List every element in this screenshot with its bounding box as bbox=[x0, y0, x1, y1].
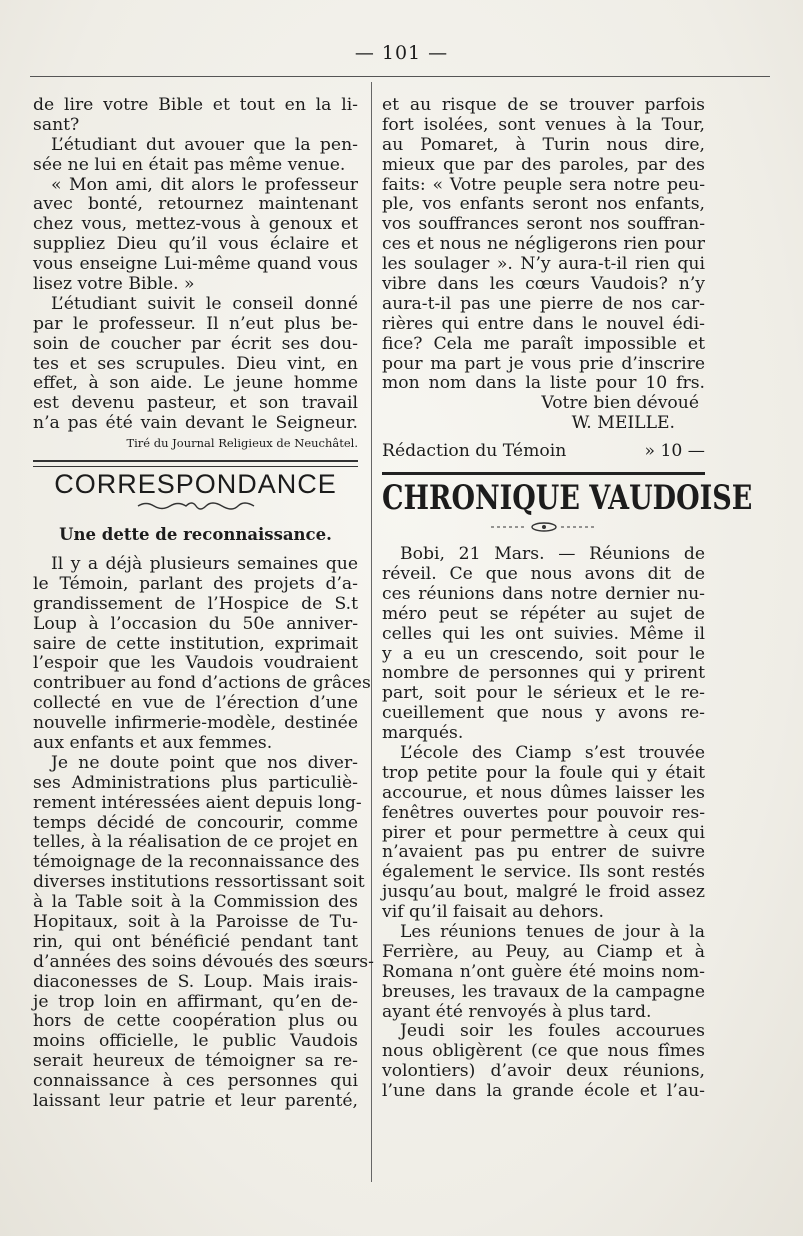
text-line: Hopitaux, soit à la Paroisse de Tu- bbox=[33, 911, 358, 932]
text-line: Bobi, 21 Mars. — Réunions de bbox=[400, 544, 705, 565]
text-line: L’étudiant dut avouer que la pen- bbox=[51, 134, 358, 155]
redaction-label: Rédaction du Témoin bbox=[382, 441, 567, 462]
text-line: et au risque de se trouver parfois bbox=[382, 95, 705, 115]
section-title: CORRESPONDANCE bbox=[54, 469, 337, 500]
text-line: grandissement de l’Hospice de S.t bbox=[33, 593, 358, 614]
text-line: de lire votre Bible et tout en la li- bbox=[33, 95, 358, 115]
text-line: aura-t-il pas une pierre de nos car- bbox=[382, 293, 705, 314]
text-line: rement intéressées aient depuis long- bbox=[33, 792, 362, 813]
text-line: ces et nous ne négligerons rien pour bbox=[382, 234, 705, 255]
article-title: Une dette de reconnaissance. bbox=[59, 525, 332, 545]
text-line: méro peut se répéter au sujet de bbox=[382, 603, 705, 624]
text-line: les soulager ». N’y aura-t-il rien qui bbox=[382, 254, 705, 275]
text-line: fenêtres ouvertes pour pouvoir res- bbox=[382, 802, 705, 823]
text-line: hors de cette coopération plus ou bbox=[33, 1011, 358, 1032]
text-line: diaconesses de S. Loup. Mais irais- bbox=[33, 971, 358, 992]
text-line: laissant leur patrie et leur parenté, bbox=[33, 1091, 358, 1111]
text-line: Jeudi soir les foules accourues bbox=[400, 1021, 705, 1042]
text-line: vos souffrances seront nos souffran- bbox=[382, 214, 705, 235]
text-line: vous enseigne Lui-même quand vous bbox=[33, 254, 358, 275]
section-title: CHRONIQUE VAUDOISE bbox=[382, 479, 753, 518]
text-line: Il y a déjà plusieurs semaines que bbox=[51, 553, 358, 574]
text-line: L’école des Ciamp s’est trouvée bbox=[400, 742, 705, 763]
text-line: soin de coucher par écrit ses dou- bbox=[33, 333, 358, 354]
text-line: à la Table soit à la Commission des bbox=[33, 892, 358, 913]
text-line: d’années des soins dévoués des sœurs- bbox=[33, 951, 374, 972]
text-line: avec bonté, retournez maintenant bbox=[33, 194, 358, 215]
paragraph bbox=[382, 96, 705, 394]
text-line: celles qui les ont suivies. Même il bbox=[382, 623, 705, 644]
paragraph bbox=[33, 136, 358, 176]
text-line: vif qu’il faisait au dehors. bbox=[382, 902, 604, 923]
text-line: au Pomaret, à Turin nous dire, bbox=[382, 134, 705, 155]
text-line: pour ma part je vous prie d’inscrire bbox=[382, 353, 705, 374]
text-line: « Mon ami, dit alors le professeur bbox=[51, 174, 358, 195]
text-line: chez vous, mettez-vous à genoux et bbox=[33, 214, 358, 235]
text-line: volontiers) d’avoir deux réunions, bbox=[382, 1061, 705, 1082]
text-line: mon nom dans la liste pour 10 frs. bbox=[382, 373, 705, 394]
text-line: ces réunions dans notre dernier nu- bbox=[382, 583, 705, 604]
text-line: breuses, les travaux de la campagne bbox=[382, 981, 705, 1002]
text-line: nous obligèrent (ce que nous fîmes bbox=[382, 1041, 705, 1062]
text-line: nouvelle infirmerie-modèle, destinée bbox=[33, 713, 358, 734]
text-line: n’avaient pas pu entrer de suivre bbox=[382, 842, 705, 863]
text-line: est devenu pasteur, et son travail bbox=[33, 393, 358, 414]
text-line: suppliez Dieu qu’il vous éclaire et bbox=[33, 234, 358, 255]
text-line: contribuer au fond d’actions de grâces bbox=[33, 673, 371, 694]
text-line: trop petite pour la foule qui y était bbox=[382, 762, 705, 783]
text-line: le Témoin, parlant des projets d’a- bbox=[33, 573, 358, 594]
text-line: cueillement que nous y avons re- bbox=[382, 703, 705, 724]
paragraph bbox=[33, 553, 371, 754]
text-line: réveil. Ce que nous avons dit de bbox=[382, 563, 705, 584]
section-rule bbox=[382, 472, 705, 475]
text-line: Les réunions tenues de jour à la bbox=[400, 921, 705, 942]
text-line: connaissance à ces personnes qui bbox=[33, 1071, 358, 1092]
text-line: je trop loin en affirmant, qu’en de- bbox=[33, 991, 358, 1012]
paragraph bbox=[382, 1022, 705, 1102]
text-line: telles, à la réalisation de ce projet en bbox=[33, 832, 358, 853]
text-line: effet, à son aide. Le jeune homme bbox=[33, 373, 358, 394]
text-line: accourue, et nous dûmes laisser les bbox=[382, 782, 705, 803]
column-divider bbox=[371, 82, 372, 1182]
text-line: Romana n’ont guère été moins nom- bbox=[382, 961, 705, 982]
text-line: n’a pas été vain devant le Seigneur. bbox=[33, 413, 358, 434]
flourish-ornament bbox=[33, 499, 358, 515]
text-line: y a eu un crescendo, soit pour le bbox=[382, 643, 705, 664]
text-line: ses Administrations plus particuliè- bbox=[33, 772, 358, 793]
text-line: rin, qui ont bénéficié pendant tant bbox=[33, 931, 358, 952]
text-line: sée ne lui en était pas même venue. bbox=[33, 154, 346, 175]
text-line: fort isolées, sont venues à la Tour, bbox=[382, 114, 705, 135]
header-rule bbox=[30, 76, 770, 77]
redaction-line bbox=[382, 440, 705, 462]
paragraph bbox=[33, 96, 358, 136]
paragraph bbox=[382, 744, 705, 923]
text-line: Ferrière, au Peuy, au Ciamp et à bbox=[382, 941, 705, 962]
paragraph bbox=[33, 176, 358, 295]
text-line: vibre dans les cœurs Vaudois? n’y bbox=[382, 274, 705, 295]
text-line: lisez votre Bible. » bbox=[33, 274, 195, 295]
text-line: mieux que par des paroles, par des bbox=[382, 154, 705, 175]
section-rule bbox=[33, 460, 358, 467]
text-line: moins officielle, le public Vaudois bbox=[33, 1031, 358, 1052]
text-line: fice? Cela me paraît impossible et bbox=[382, 333, 705, 354]
paragraph bbox=[382, 923, 705, 1022]
text-line: aux enfants et aux femmes. bbox=[33, 732, 273, 753]
text-line: par le professeur. Il n’eut plus be- bbox=[33, 313, 358, 334]
text-line: Loup à l’occasion du 50e anniver- bbox=[33, 613, 358, 634]
text-line: l’une dans la grande école et l’au- bbox=[382, 1081, 705, 1102]
text-line: rières qui entre dans le nouvel édi- bbox=[382, 313, 705, 334]
text-line: ayant été renvoyés à plus tard. bbox=[382, 1001, 652, 1022]
text-line: temps décidé de concourir, comme bbox=[33, 812, 358, 833]
source-credit: Tiré du Journal Religieux de Neuchâtel. bbox=[126, 436, 358, 451]
text-line: également le service. Ils sont restés bbox=[382, 862, 705, 883]
paragraph bbox=[33, 752, 374, 1112]
text-line: part, soit pour le sérieux et le re- bbox=[382, 683, 705, 704]
text-line: pirer et pour permettre à ceux qui bbox=[382, 822, 705, 843]
text-line: Je ne doute point que nos diver- bbox=[51, 752, 358, 773]
closing: Votre bien dévoué bbox=[541, 393, 699, 414]
text-line: tes et ses scrupules. Dieu vint, en bbox=[33, 353, 358, 374]
text-line: ple, vos enfants seront nos enfants, bbox=[382, 194, 705, 215]
flourish-ornament bbox=[382, 519, 705, 535]
text-line: l’espoir que les Vaudois voudraient bbox=[33, 653, 358, 674]
text-line: saire de cette institution, exprimait bbox=[33, 633, 358, 654]
text-line: sant? bbox=[33, 114, 80, 135]
left-column bbox=[33, 95, 374, 1112]
paragraph bbox=[382, 545, 705, 744]
text-line: jusqu’au bout, malgré le froid assez bbox=[382, 882, 705, 903]
right-column bbox=[382, 95, 753, 1102]
paragraph bbox=[33, 295, 358, 434]
text-line: marqués. bbox=[382, 723, 464, 744]
text-line: faits: « Votre peuple sera notre peu- bbox=[382, 174, 705, 195]
page-number: — 101 — bbox=[354, 42, 449, 64]
redaction-amount: » 10 — bbox=[644, 441, 705, 462]
text-line: nombre de personnes qui y prirent bbox=[382, 663, 705, 684]
signature: W. MEILLE. bbox=[571, 413, 675, 434]
text-line: diverses institutions ressortissant soit bbox=[33, 872, 365, 893]
text-line: L’étudiant suivit le conseil donné bbox=[51, 293, 358, 314]
text-line: serait heureux de témoigner sa re- bbox=[33, 1051, 358, 1072]
text-line: collecté en vue de l’érection d’une bbox=[33, 693, 358, 714]
text-line: témoignage de la reconnaissance des bbox=[33, 852, 360, 873]
